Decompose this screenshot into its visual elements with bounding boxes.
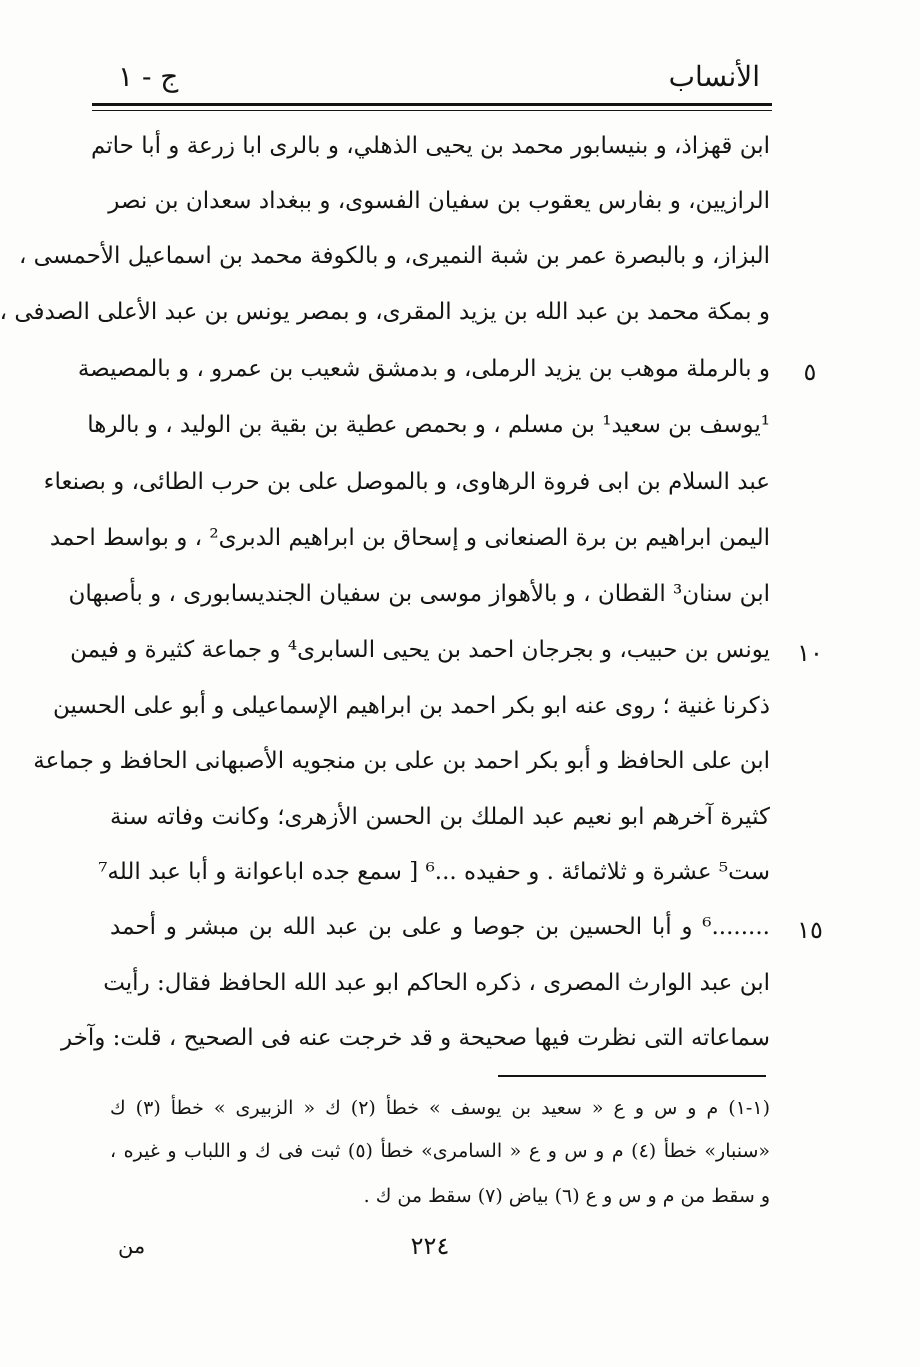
- text-line: يونس بن حبيب، و بجرجان احمد بن يحيى السابرى⁴ و جماعة كثيرة و فيمن: [70, 637, 770, 663]
- page-number: ٢٢٤: [410, 1232, 450, 1260]
- catchword: من: [118, 1234, 146, 1258]
- text-line: ........⁶ و أبا الحسين بن جوصا و على بن عبد الله بن مبشر و أحمد: [110, 914, 770, 940]
- footnote-line: و سقط من م و س و ع (٦) بياض (٧) سقط من ك .: [363, 1185, 770, 1207]
- footnote-separator: [498, 1075, 766, 1077]
- text-line: ابن على الحافظ و أبو بكر احمد بن على بن منجويه الأصبهانى الحافظ و جماعة: [33, 748, 770, 774]
- text-line: و بمكة محمد بن عبد الله بن يزيد المقرى، و بمصر يونس بن عبد الأعلى الصدفى ،: [0, 299, 770, 325]
- running-title: الأنساب: [668, 60, 760, 93]
- text-line: ابن سنان³ القطان ، و بالأهواز موسى بن سفيان الجنديسابورى ، و بأصبهان: [68, 581, 770, 607]
- text-line: البزاز، و بالبصرة عمر بن شبة النميرى، و بالكوفة محمد بن اسماعيل الأحمسى ،: [18, 243, 770, 269]
- text-line: عبد السلام بن ابى فروة الرهاوى، و بالموصل على بن حرب الطائى، و بصنعاء: [43, 469, 770, 495]
- volume-marker: ج - ١: [118, 60, 179, 93]
- line-number-15: ١٥: [797, 916, 823, 944]
- text-line: كثيرة آخرهم ابو نعيم عبد الملك بن الحسن الأزهرى؛ وكانت وفاته سنة: [110, 804, 770, 830]
- text-line: ذكرنا غنية ؛ روى عنه ابو بكر احمد بن ابراهيم الإسماعيلى و أبو على الحسين: [52, 693, 770, 719]
- text-line: ابن قهزاذ، و بنيسابور محمد بن يحيى الذهلي، و بالرى ابا زرعة و أبا حاتم: [90, 133, 770, 159]
- text-line: و بالرملة موهب بن يزيد الرملى، و بدمشق شعيب بن عمرو ، و بالمصيصة: [77, 356, 770, 382]
- text-line: سماعاته التى نظرت فيها صحيحة و قد خرجت عنه فى الصحيح ، قلت: وآخر: [60, 1025, 770, 1051]
- footnote-line: «سنبار» خطأ (٤) م و س و ع « السامرى» خطأ (٥) ثبت فى ك و اللباب و غيره ،: [110, 1140, 770, 1162]
- text-line: الرازيين، و بفارس يعقوب بن سفيان الفسوى، و ببغداد سعدان بن نصر: [108, 188, 770, 214]
- line-number-10: ١٠: [797, 639, 823, 667]
- line-number-5: ٥: [803, 358, 817, 386]
- text-line: ¹يوسف بن سعيد¹ بن مسلم ، و بحمص عطية بن بقية بن الوليد ، و بالرها: [87, 412, 770, 438]
- text-line: ست⁵ عشرة و ثلاثمائة . و حفيده ...⁶ [ سمع جده اباعوانة و أبا عبد الله⁷: [98, 859, 770, 885]
- header-rule-thick: [92, 103, 772, 106]
- footnote-line: (١-١) م و س و ع « سعيد بن يوسف » خطأ (٢) ك « الزبيرى » خطأ (٣) ك: [110, 1097, 770, 1119]
- text-line: ابن عبد الوارث المصرى ، ذكره الحاكم ابو عبد الله الحافظ فقال: رأيت: [103, 970, 770, 996]
- text-line: اليمن ابراهيم بن برة الصنعانى و إسحاق بن ابراهيم الدبرى² ، و بواسط احمد: [49, 525, 770, 551]
- header-rule-thin: [92, 110, 772, 111]
